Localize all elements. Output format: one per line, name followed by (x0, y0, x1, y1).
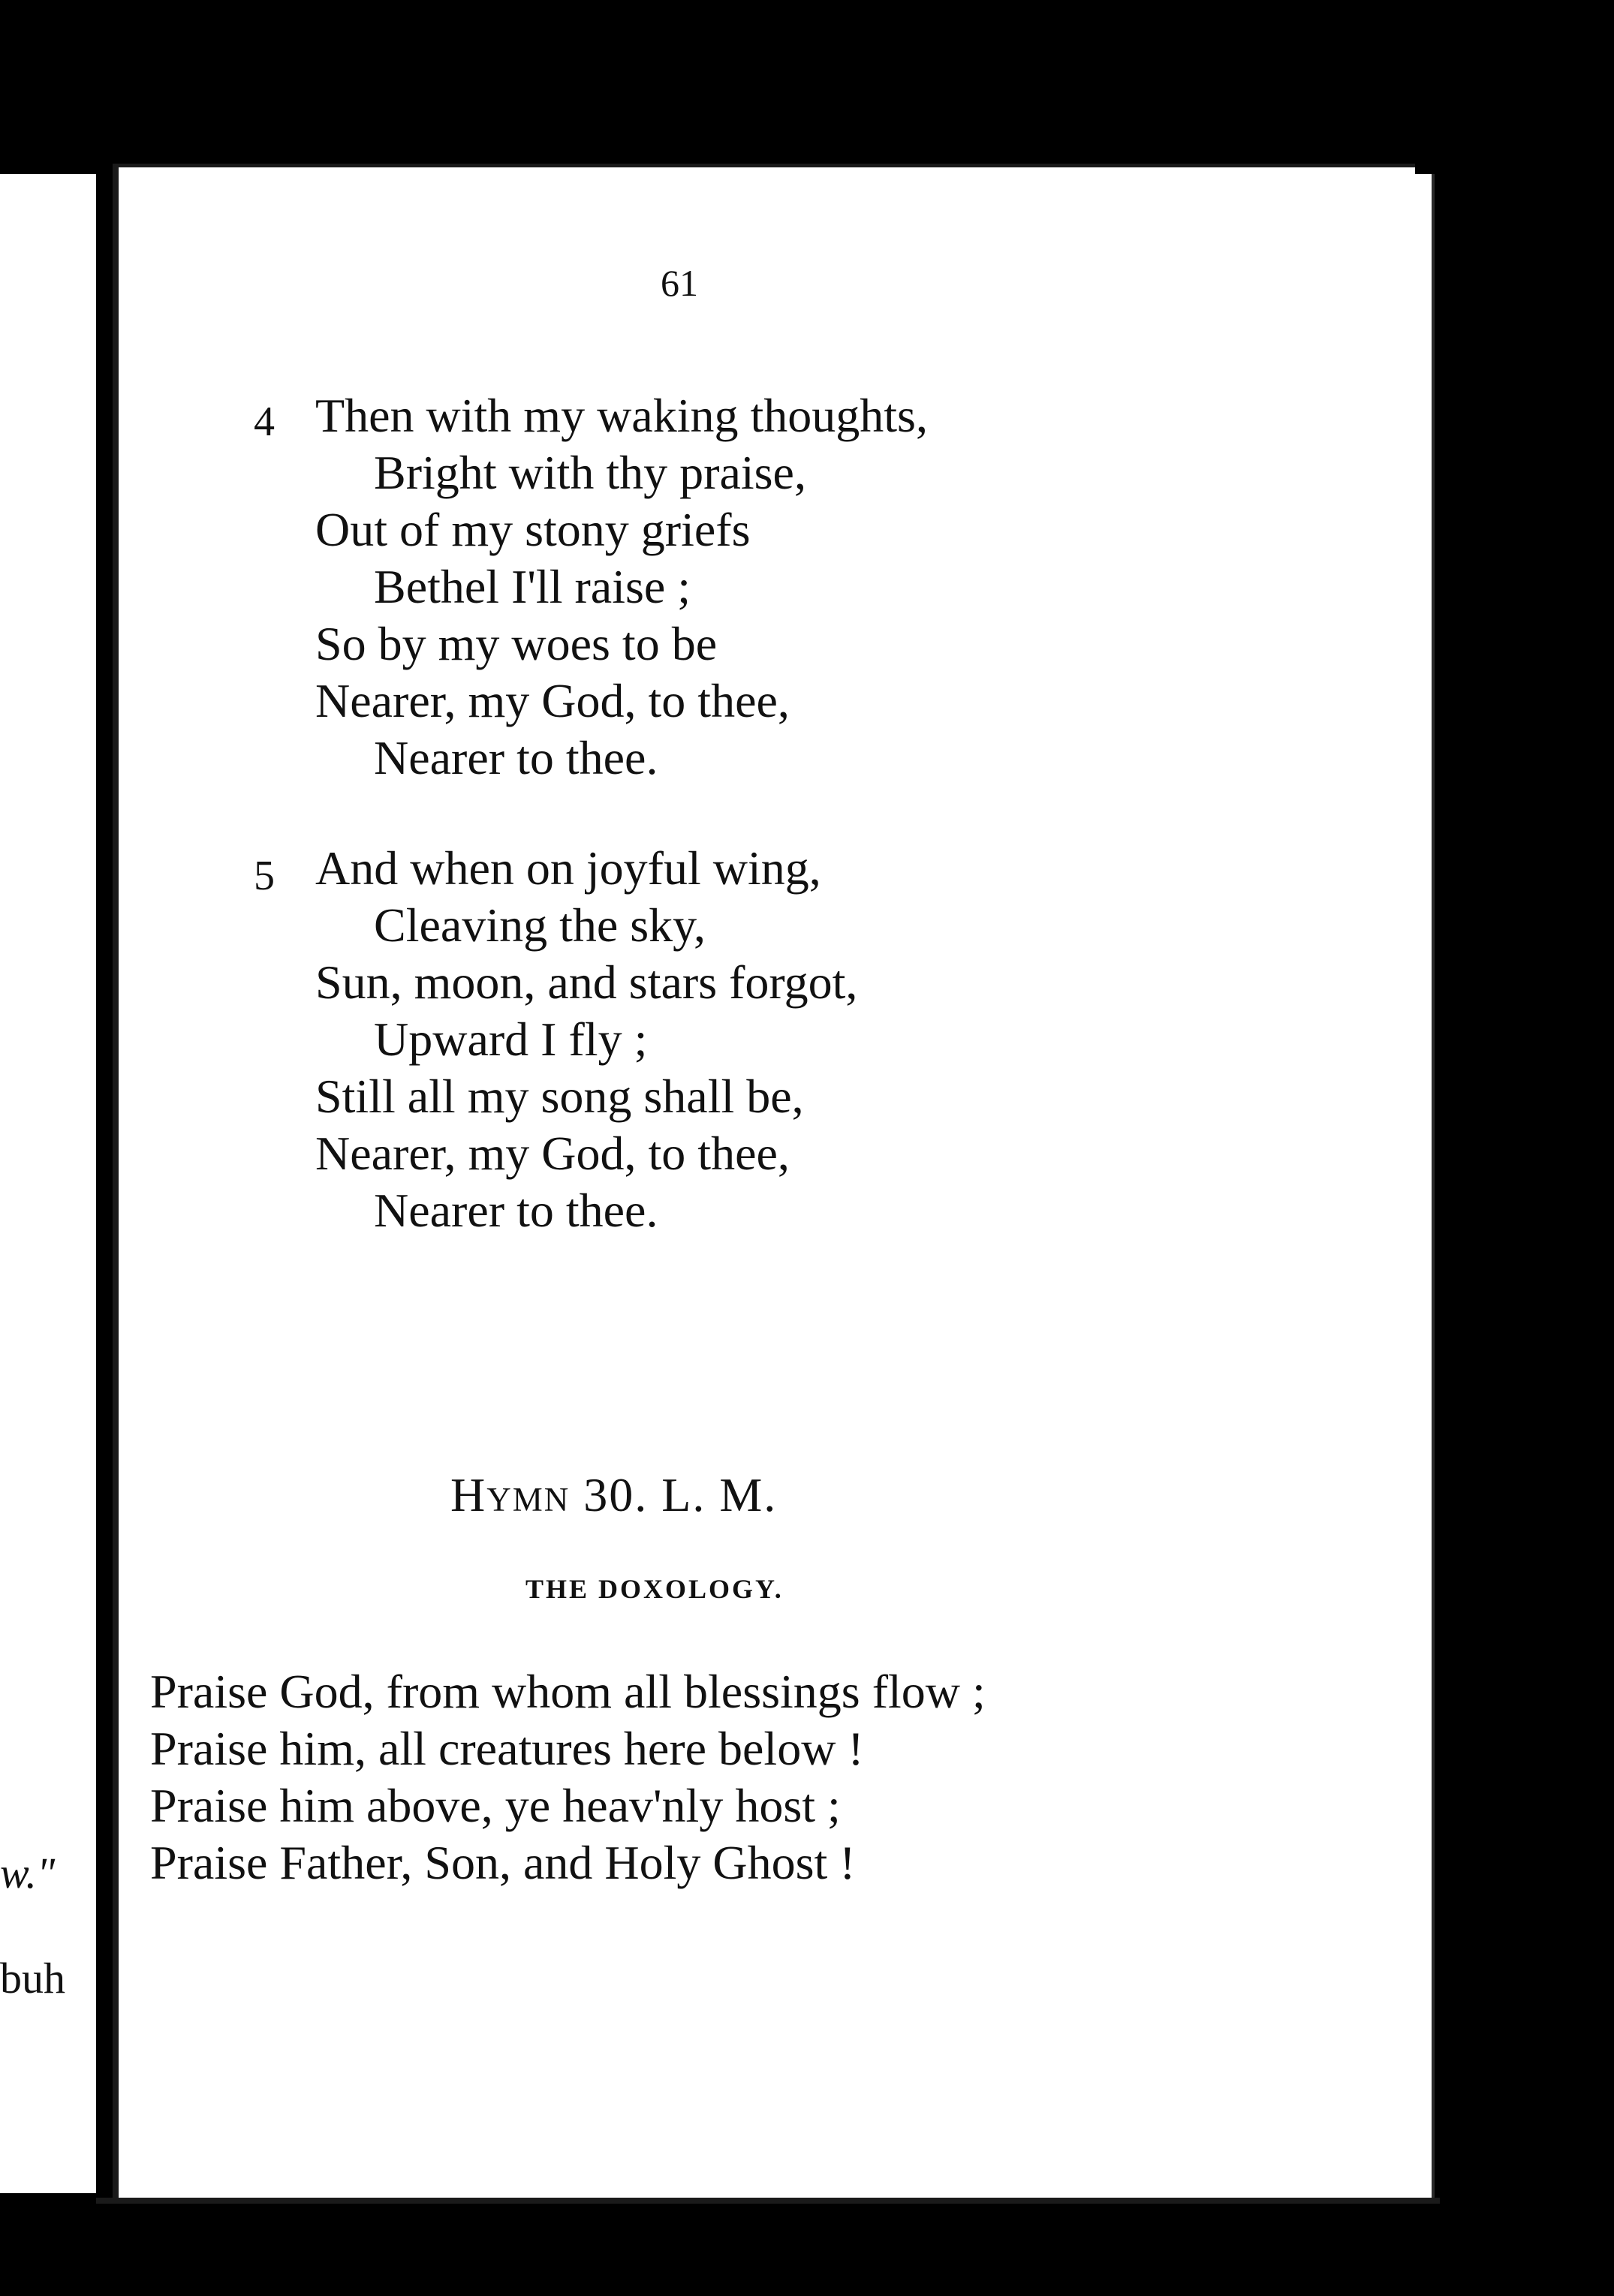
doxology-line: Praise him above, ye heav'nly host ; (150, 1779, 841, 1832)
verse-line: Sun, moon, and stars forgot, (315, 955, 858, 1009)
verse-line: Bright with thy praise, (374, 446, 806, 499)
verse-line: And when on joyful wing, (315, 841, 821, 895)
verse-line: Nearer to thee. (374, 1184, 658, 1237)
verse-line: Cleaving the sky, (374, 898, 706, 952)
hymn-title: Hymn 30. L. M. (450, 1468, 778, 1521)
verse-line: Nearer, my God, to thee, (315, 674, 790, 727)
previous-page-fragment: buh (0, 1954, 65, 2003)
verse-line: Still all my song shall be, (315, 1070, 804, 1123)
page-number: 61 (661, 262, 698, 304)
verse-number: 4 (254, 399, 275, 445)
verse-line: Nearer to thee. (374, 731, 658, 784)
verse-line: Then with my waking thoughts, (315, 389, 928, 442)
doxology-line: Praise God, from whom all blessings flow ; (150, 1665, 986, 1718)
previous-page-edge (0, 174, 96, 2193)
page-bottom-edge (96, 2198, 1440, 2204)
verse-number: 5 (254, 853, 275, 899)
doxology-line: Praise him, all creatures here below ! (150, 1722, 864, 1775)
verse-line: Upward I fly ; (374, 1013, 648, 1066)
verse-line: Out of my stony griefs (315, 503, 751, 556)
verse-line: So by my woes to be (315, 617, 718, 670)
previous-page-fragment: w." (0, 1849, 56, 1897)
page-edge-stack (1415, 174, 1435, 2201)
doxology-line: Praise Father, Son, and Holy Ghost ! (150, 1836, 856, 1889)
hymn-subtitle: THE DOXOLOGY. (525, 1574, 784, 1604)
verse-line: Nearer, my God, to thee, (315, 1127, 790, 1180)
verse-line: Bethel I'll raise ; (374, 560, 691, 613)
